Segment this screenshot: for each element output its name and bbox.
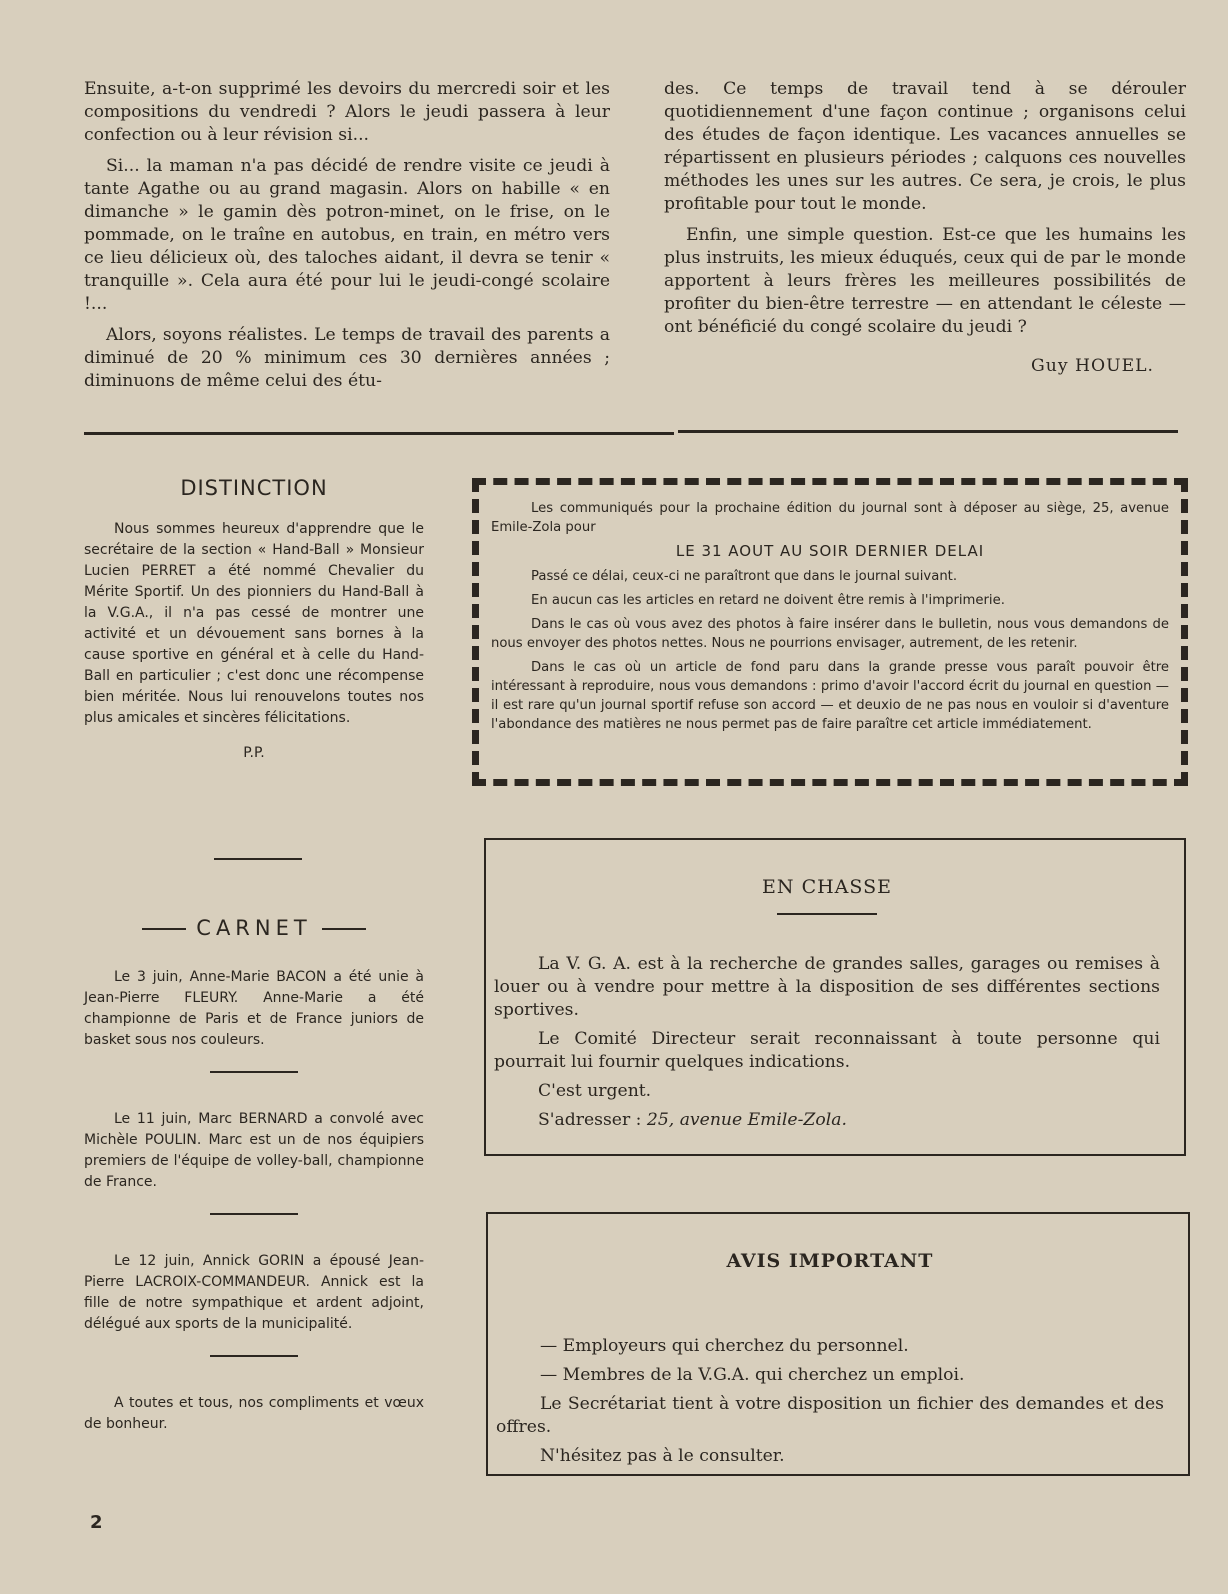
divider xyxy=(210,1355,298,1357)
divider xyxy=(678,430,1178,433)
article-paragraph: des. Ce temps de travail tend à se dérouler quotidiennement d'une façon continue ; organisons celui des études de façon identique. Les vacances annuelles se répartissent en plusieurs périodes ; calquons ces nouvelles méthodes les unes sur les autres. Ce sera, je crois, le plus profitable pour tout le monde. xyxy=(664,79,1186,214)
article-signature: Guy HOUEL. xyxy=(1031,356,1154,376)
carnet-heading xyxy=(84,918,424,939)
distinction-title: DISTINCTION xyxy=(180,476,328,500)
article-left-column xyxy=(84,78,610,401)
carnet-entry: Le 11 juin, Marc BERNARD a convolé avec Michèle POULIN. Marc est un de nos équipiers premiers de l'équipe de volley-ball, championne de France. xyxy=(84,1111,424,1190)
avis-paragraph: — Employeurs qui cherchez du personnel. xyxy=(540,1336,909,1356)
avis-body xyxy=(496,1335,1164,1468)
heading-dash xyxy=(142,928,186,930)
notice-paragraph: Passé ce délai, ceux-ci ne paraîtront que dans le journal suivant. xyxy=(531,569,958,584)
notice-paragraph: Dans le cas où vous avez des photos à faire insérer dans le bulletin, nous vous demandons de nous envoyer des photos nettes. Nous ne pourrions envisager, autrement, de les retenir. xyxy=(491,617,1169,651)
en-chasse-body xyxy=(494,953,1160,1132)
en-chasse-paragraph: La V. G. A. est à la recherche de grandes salles, garages ou remises à louer ou à vendre pour mettre à la disposition de ses différentes sections sportives. xyxy=(494,954,1160,1020)
avis-title: AVIS IMPORTANT xyxy=(726,1250,934,1272)
heading-dash xyxy=(322,928,366,930)
article-paragraph: Enfin, une simple question. Est-ce que les humains les plus instruits, les mieux éduqués, ceux qui de par le monde apportent à leurs frères les meilleures possibilités de profiter du bien-être terrestre — en attendant le céleste — ont bénéficié du congé scolaire du jeudi ? xyxy=(664,225,1186,337)
carnet-entry: Le 12 juin, Annick GORIN a épousé Jean-Pierre LACROIX-COMMANDEUR. Annick est la fille de notre sympathique et ardent adjoint, délégué aux sports de la municipalité. xyxy=(84,1253,424,1332)
avis-paragraph: N'hésitez pas à le consulter. xyxy=(540,1446,785,1466)
divider xyxy=(214,858,302,860)
en-chasse-paragraph: C'est urgent. xyxy=(538,1081,652,1101)
distinction-signature: P.P. xyxy=(243,745,265,761)
article-right-column xyxy=(664,78,1186,378)
divider xyxy=(777,913,877,915)
carnet-entry: Le 3 juin, Anne-Marie BACON a été unie à Jean-Pierre FLEURY. Anne-Marie a été championne de Paris et de France juniors de basket sous nos couleurs. xyxy=(84,969,424,1048)
page-number: 2 xyxy=(90,1512,103,1533)
carnet-closing: A toutes et tous, nos compliments et vœux de bonheur. xyxy=(84,1395,424,1432)
avis-paragraph: Le Secrétariat tient à votre disposition un fichier des demandes et des offres. xyxy=(496,1394,1164,1437)
divider xyxy=(84,432,674,435)
avis-paragraph: — Membres de la V.G.A. qui cherchez un emploi. xyxy=(540,1365,965,1385)
en-chasse-title: EN CHASSE xyxy=(762,876,892,898)
en-chasse-address-line xyxy=(494,1109,1160,1132)
address: 25, avenue Emile-Zola. xyxy=(646,1110,847,1130)
distinction-section xyxy=(84,478,424,764)
en-chasse-paragraph: Le Comité Directeur serait reconnaissant à toute personne qui pourrait lui fournir quelques indications. xyxy=(494,1029,1160,1072)
divider xyxy=(210,1213,298,1215)
notice-paragraph: En aucun cas les articles en retard ne doivent être remis à l'imprimerie. xyxy=(531,593,1005,608)
distinction-body: Nous sommes heureux d'apprendre que le secrétaire de la section « Hand-Ball » Monsieur Lucien PERRET a été nommé Chevalier du Mérite Sportif. Un des pionniers du Hand-Ball à la V.G.A., il n'a pas cessé de montrer une activité et un dévouement sans bornes à la cause sportive en général et à celle du Hand-Ball en particulier ; c'est donc une récompense bien méritée. Nous lui renouvelons toutes nos plus amicales et sincères félicitations. xyxy=(84,521,424,726)
article-paragraph: Alors, soyons réalistes. Le temps de travail des parents a diminué de 20 % minimum ces 30 dernières années ; diminuons de même celui des étu- xyxy=(84,325,610,391)
en-chasse-box xyxy=(484,838,1186,1156)
divider xyxy=(210,1071,298,1073)
carnet-title: CARNET xyxy=(196,916,312,940)
notice-box xyxy=(472,478,1188,786)
article-paragraph: Ensuite, a-t-on supprimé les devoirs du mercredi soir et les compositions du vendredi ? Alors le jeudi passera à leur confection ou à leur révision si... xyxy=(84,79,610,145)
article-paragraph: Si... la maman n'a pas décidé de rendre visite ce jeudi à tante Agathe ou au grand magasin. Alors on habille « en dimanche » le gamin dès potron-minet, on le frise, on le pommade, on le traîne en autobus, en train, en métro vers ce lieu délicieux où, des taloches aidant, il devra se tenir « tranquille ». Cela aura été pour lui le jeudi-congé scolaire !... xyxy=(84,156,610,314)
notice-paragraph: Dans le cas où un article de fond paru dans la grande presse vous paraît pouvoir être intéressant à reproduire, nous vous demandons : primo d'avoir l'accord écrit du journal en question — il est rare qu'un journal sportif refuse son accord — et deuxio de ne pas nous en vouloir si d'aventure l'abondance des matières ne nous permet pas de faire paraître cet article immédiatement. xyxy=(491,660,1169,732)
address-label: S'adresser : xyxy=(538,1110,647,1130)
avis-important-box xyxy=(486,1212,1190,1476)
notice-deadline: LE 31 AOUT AU SOIR DERNIER DELAI xyxy=(675,542,985,560)
carnet-section xyxy=(84,918,424,1435)
notice-intro: Les communiqués pour la prochaine édition du journal sont à déposer au siège, 25, avenue Emile-Zola pour xyxy=(491,501,1169,535)
